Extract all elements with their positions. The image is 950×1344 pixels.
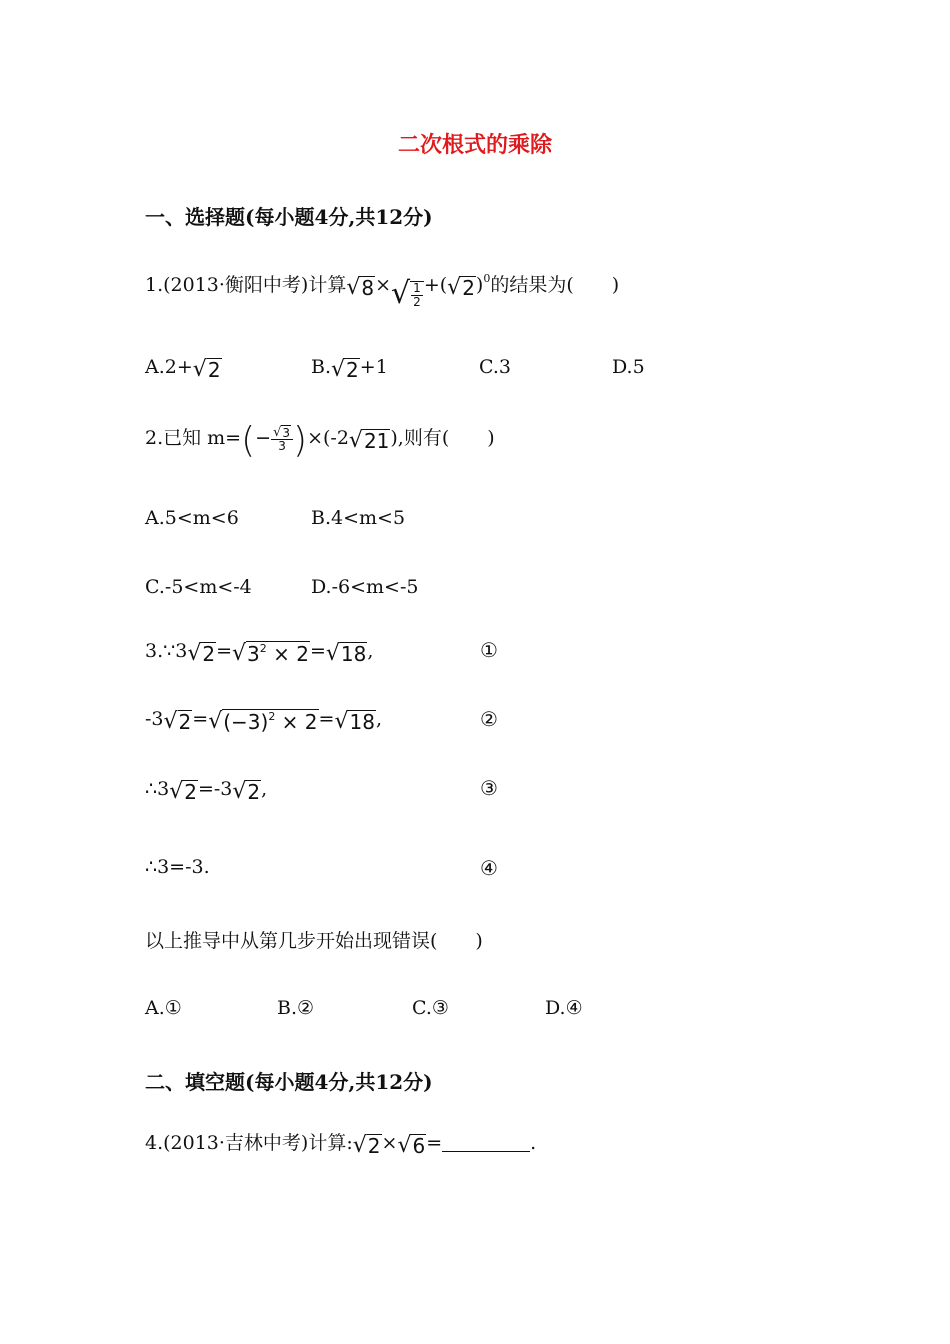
- sqrt-18: √ 18: [325, 641, 367, 666]
- sqrt-6: √ 6: [397, 1133, 426, 1158]
- q1-option-b: B. √ 2 +1: [311, 356, 388, 382]
- question-1: 1.(2013·衡阳中考)计算 √ 8 × √ $\frac{1}{2}$ +( √ 2 )$^0$的结果为( ): [145, 272, 620, 311]
- question-4: 4.(2013·吉林中考)计算: √ 2 × √ 6 = .: [145, 1132, 537, 1158]
- q3-step-1: 3.∵3 √ 2 = √ $3^2 \times 2$ = √ 18 ,: [145, 640, 374, 666]
- q3-option-b: B.②: [277, 997, 315, 1019]
- q1-prefix: 1.(2013·衡阳中考)计算: [145, 274, 347, 296]
- sqrt-18: √ 18: [334, 709, 375, 734]
- answer-blank[interactable]: [442, 1133, 530, 1152]
- q3-option-a: A.①: [145, 997, 182, 1019]
- page-title: 二次根式的乘除: [397, 132, 552, 158]
- q2-option-d: D.-6<m<-5: [311, 576, 419, 598]
- q2-option-b: B.4<m<5: [311, 507, 406, 529]
- sqrt-2: √ 2: [169, 779, 197, 804]
- sqrt-2: √ 2: [331, 357, 359, 382]
- section-heading-fill: 二、填空题(每小题4分,共12分): [145, 1070, 433, 1094]
- step-marker-4: ④: [480, 856, 498, 880]
- exponent-zero: 0: [483, 272, 491, 285]
- q3-step-4: ∴3=-3.: [145, 856, 210, 878]
- fraction-sqrt3-over-3: √ 3 3: [271, 425, 293, 454]
- q3-question: 以上推导中从第几步开始出现错误( ): [145, 930, 483, 952]
- q3-step-3: ∴3 √ 2 =-3 √ 2 ,: [145, 778, 268, 804]
- sqrt-3sq-times-2: √ $3^2 \times 2$: [232, 641, 309, 666]
- q3-step-2: -3 √ 2 = √ $(-3)^2 \times 2$ = √ 18 ,: [145, 708, 382, 734]
- sqrt-2: √ 2: [163, 709, 192, 734]
- q2-option-c: C.-5<m<-4: [145, 576, 252, 598]
- sqrt-2: √ 2: [232, 779, 261, 804]
- q3-option-c: C.③: [412, 997, 449, 1019]
- sqrt-8: √ 8: [346, 275, 375, 300]
- sqrt-21: √ 21: [348, 428, 390, 453]
- q2-prefix: 2.已知 m=: [145, 427, 242, 449]
- question-2: 2.已知 m=(− √ 3 3 )×(-2 √ 21 ),则有( ): [145, 420, 495, 461]
- q1-option-c: C.3: [479, 356, 511, 378]
- q2-option-a: A.5<m<6: [145, 507, 239, 529]
- times-sign: ×: [375, 274, 392, 296]
- q1-suffix: 的结果为( ): [490, 274, 620, 296]
- q2-suffix: ),则有( ): [390, 427, 495, 449]
- q1-option-d: D.5: [612, 356, 645, 378]
- sqrt-neg3sq-times-2: √ $(-3)^2 \times 2$: [208, 709, 318, 734]
- q1-plus: +(: [423, 274, 448, 296]
- step-marker-1: ①: [480, 638, 498, 662]
- sqrt-2: √ 2: [352, 1133, 381, 1158]
- section-heading-choice: 一、选择题(每小题4分,共12分): [145, 205, 433, 229]
- q3-option-d: D.④: [545, 997, 583, 1019]
- sqrt-2: √ 2: [192, 357, 221, 382]
- sqrt-half: √ $\frac{1}{2}$: [391, 279, 424, 309]
- q1-option-a: A.2+ √ 2: [145, 356, 221, 382]
- step-marker-2: ②: [480, 707, 498, 731]
- sqrt-2: √ 2: [447, 275, 475, 300]
- sqrt-2: √ 2: [187, 641, 216, 666]
- step-marker-3: ③: [480, 776, 498, 800]
